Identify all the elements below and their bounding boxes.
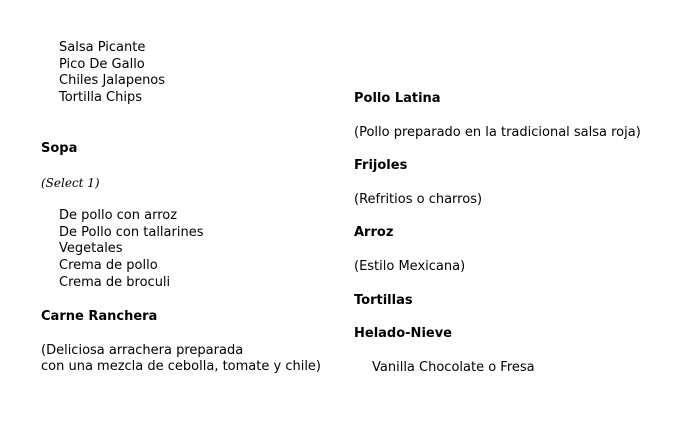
carne-description: con una mezcla de cebolla, tomate y chile) xyxy=(41,359,321,374)
carne-description: (Deliciosa arrachera preparada xyxy=(41,343,244,358)
helado-description: Vanilla Chocolate o Fresa xyxy=(372,360,535,375)
sopa-item: Crema de broculi xyxy=(59,275,171,290)
appetizer-item: Tortilla Chips xyxy=(59,90,143,105)
pollo-description: (Pollo preparado en la tradicional salsa roja) xyxy=(354,125,641,140)
arroz-heading: Arroz xyxy=(354,225,394,240)
sopa-item: Vegetales xyxy=(59,241,123,256)
sopa-heading: Sopa xyxy=(41,141,78,156)
appetizer-item: Chiles Jalapenos xyxy=(59,73,166,88)
helado-heading: Helado-Nieve xyxy=(354,326,453,341)
pollo-heading: Pollo Latina xyxy=(354,91,441,106)
frijoles-heading: Frijoles xyxy=(354,158,408,173)
arroz-description: (Estilo Mexicana) xyxy=(354,259,466,274)
tortillas-heading: Tortillas xyxy=(354,293,413,308)
sopa-note: (Select 1) xyxy=(41,176,100,190)
sopa-item: De pollo con arroz xyxy=(59,208,178,223)
carne-heading: Carne Ranchera xyxy=(41,309,158,324)
appetizer-item: Salsa Picante xyxy=(59,40,146,55)
appetizer-item: Pico De Gallo xyxy=(59,57,145,72)
sopa-item: De Pollo con tallarines xyxy=(59,225,204,240)
frijoles-description: (Refritios o charros) xyxy=(354,192,483,207)
sopa-item: Crema de pollo xyxy=(59,258,158,273)
